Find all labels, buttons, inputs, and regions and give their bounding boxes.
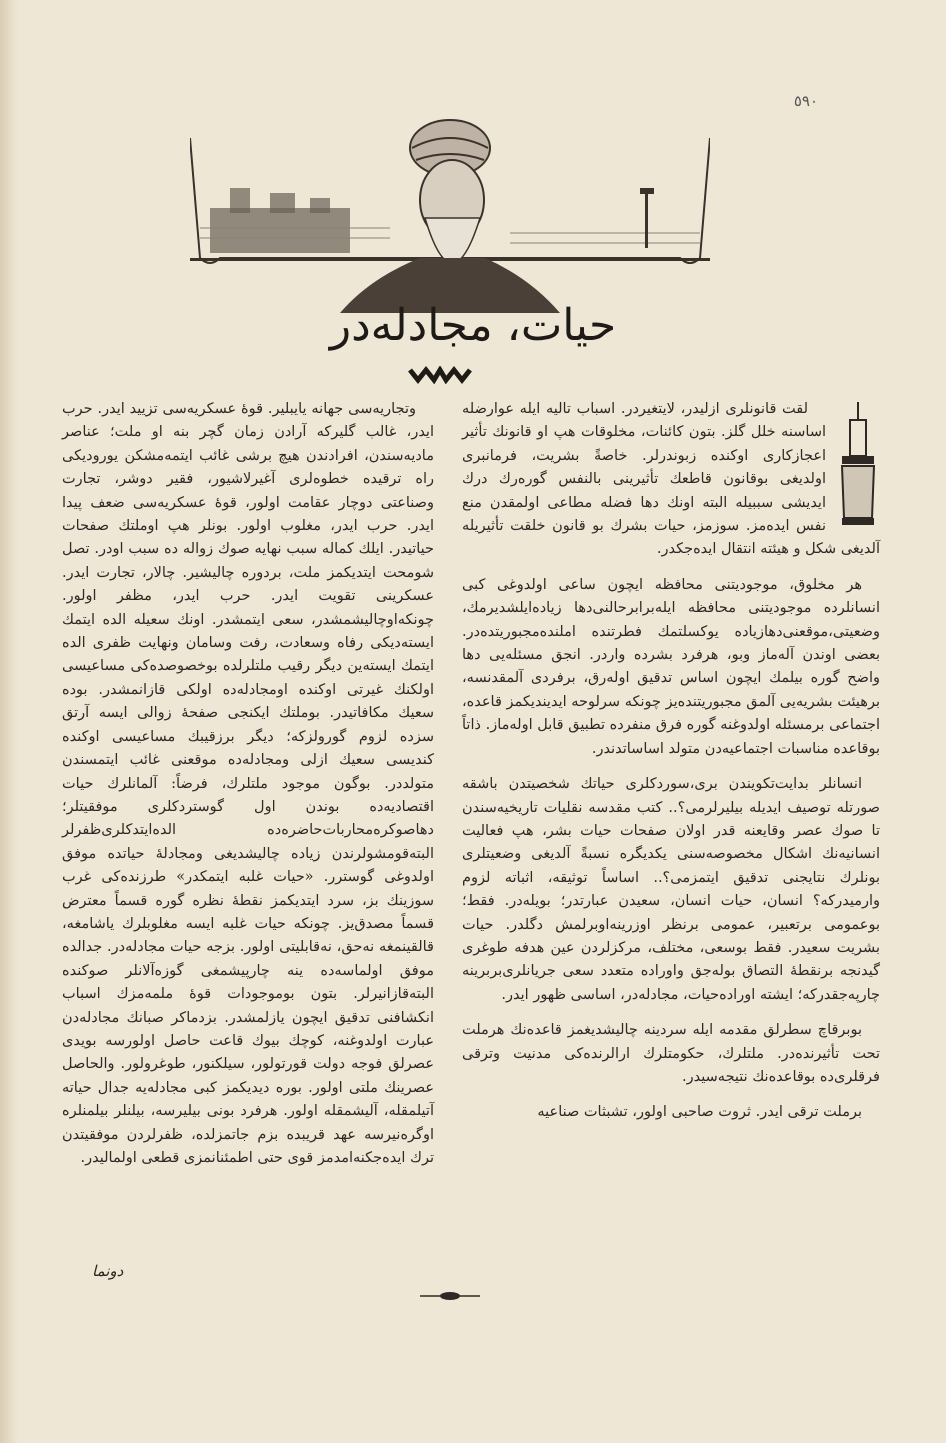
- right-column: [462, 398, 880, 1137]
- paragraph: انسانلر بدايت‌تكويندن بری،سوردكلری حياتك شخصيتدن باشقه صورتله توصيف ايديله بيليرلرمی؟.. كتب مقدسه نقليات تاريخيه‌سندن تا صوك عصر وقايعنه قدر اولان صفحات حيات بشر، هپ فعاليت انسانيه‌نك اشكال مخصوصه‌سنی يكديگره نسبةً آلديغی وضعيتلری بونلرك نتايجنی تدقيق ايتمزمی؟.. اساساً توثيقه، اثباته لزوم وارميدركه؟ انسان، حيات انسان، سعيدن عبارتدر؛ بويله‌در. فقط؛ بوعمومی برتعبير، عمومی برنظر اوزرينه‌اوبرلمش دگلدر. حيات بشريت سعيدر. فقط بوسعی، مختلف، مركزلردن عين هدفه طوغری گيدنجه برنقطهٔ التصاق بوله‌جق واوراده متعدد سعی جريانلری‌بربرينه چارپه‌جقدركه؛ ايشته اوراده‌حيات، مجادله‌در، اساسی ظهور ايدر.: [462, 776, 880, 1003]
- paragraph: لقت قانونلری ازلیدر، لایتغیردر. اسباب تاليه ايله عوارضله اساسنه خلل گلز. بتون كائنات، مخلوقات هپ او قانونك تأثير اعجازكاری اوكنده زبوندرلر. خاصةً بشريت، فرمانبری اولديغی بوقانون قاطعك تأثيرينی بالنفس گوره‌رك درك ايديشی سببيله البته اونك دها فضله مطاعی اولمقدن منع نفس ايده‌مز. سوزمز، حيات بشرك بو قانون خلقت تأثيريله آلديغی شكل و هيئته انتقال ايده‌جكدر.: [462, 401, 880, 558]
- portrait-illustration: [190, 108, 710, 313]
- page-edge: [0, 0, 18, 1443]
- page-number: ٥٩٠: [793, 92, 818, 110]
- left-column: [62, 398, 434, 1182]
- title-ornament-icon: [408, 366, 472, 384]
- article-title: حيات، مجادله‌در: [329, 300, 617, 351]
- paragraph: برملت ترقی ايدر. ثروت صاحبی اولور، تشبثات صناعيه: [537, 1104, 862, 1121]
- footer-ornament-icon: [420, 1290, 480, 1302]
- paragraph: بوبرقاچ سطرلق مقدمه ايله سردينه چاليشديغمز قاعده‌نك هرملت تحت تأثيرنده‌در. ملتلرك، حكومتلرك ارالرنده‌كی مدنيت وترقی فرقلری‌ده بوقاعده‌نك نتيجه‌سيدر.: [462, 1022, 880, 1085]
- author-signature: دونما: [92, 1262, 124, 1280]
- paragraph: هر مخلوق، موجوديتنی محافظه ايچون ساعی اولدوغی كبی انسانلرده موجوديتنی محافظه ايله‌برابرحالنی‌دها زياده‌ايلشديرمك، وضعيتی،موقعنی‌دهازياده يوكسلتمك فطرتنده املنده‌مجبوريتده‌در. بعضی اوندن آله‌ماز وبو، هرفرد بشرده واردر. انجق مسئله‌يی دها واضح گوره بيلمك ايچون اساس تدقيق اوله‌رق، برفردی آلمقدنسه، برهيئت بشريه‌يی آلمق مجبوريتنده‌يز چونكه سرلوحه ايدينديكمز قاعده، اجتماعی برمسئله اولدوغنه گوره فرق منفرده تطبيق قابل اوله‌ماز. ذاتاً بوقاعده مناسبات اجتماعيه‌دن متولد اساساتدندر.: [462, 576, 880, 757]
- paragraph: وتجاريه‌سی جهانه يايبلير. قوهٔ عسكريه‌سی تزييد ايدر. حرب ايدر، غالب گليركه آرادن زمان گچر بنه او ملت؛ عناصر ماديه‌سندن، افرادندن هيچ برشی غائب ايتمه‌مشكن يوروديكی راه ترقيده خطوه‌لری آغيرلاشيور، فقير دوشر، تجارت وصناعتی دوچار عقامت اولور، قوهٔ عسكريه‌سی ضعف پيدا ايدر. حرب ايدر، مغلوب اولور. بونلر هپ اوملتك صفحات حياتيدر. ايلك كماله سبب نهايه صوك زواله ده سبب اودر. تصل شومحت ايتديكمز ملت، بردوره چاليشير. چالار، تجارت ايدر. عسكرينی تقويت ايدر. حرب ايدر، مظفر اولور. چونكه‌اوچاليشمشدر، سعی ايتمشدر. اونك سعيله الده ايتمك ايسته‌ديكی رفاه وسعادت، رفت وسامان ونهايت ظفری الده ايتمك ايسته‌ين ديگر رقيب ملتلرلده بوخصوصده‌كی مساعيسی اولكنك غيرتی اوكنده اومجادله‌ده اولكی قازانمشدر. بوده سعيك مكافاتيدر. بوملتك ايكنجی صفحهٔ زوالی ايسه آرتق سزده لزوم گورولزكه؛ ديگر برزقيبك مساعيسی اوكنده كنديسی سعيك ازلی ومجادله‌ده موقعنی غائب ايتمسندن متولددر. بوگون موجود ملتلرك، فرضاً: آلمانلرك حيات اقتصاديه‌ده بوندن اول گوستردكلری موفقيتلر؛ دهاصوكره‌محاربات‌حاضره‌ده الده‌ايتدكلری‌ظفرلر البته‌قومشولرندن زياده چاليشديغی ومجادلهٔ حياتده موفق اولدوغی گوسترر. «حيات غلبه ايتمكدر» طرزنده‌كی غرب سوزينك بز، سرد ايتديكمز نقطهٔ نظره گوره قسماً معترض قسماً مصدق‌يز. چونكه حيات غلبه ايسه مغلوبلرك ياشامغه، قالقينمغه نه‌حق، نه‌قابليتی اولور. بزجه حيات مجادله‌در. جدالده موفق اولماسه‌ده ينه چارپيشمغی گوزه‌آلانلر صوكنده البته‌قازانيرلر. بتون بوموجودات قوهٔ ملمه‌مزك اسباب انكشافنی تدقيق ايچون يازلمشدر. بزدماكر صبانك مجادله‌دن عبارت اولدوغنه، كوچك بيوك قاعت حاصل اولورسه بويدی عصرلق فوجه دولت قورتولور، سيلكنور، طوغرولور. والحاصل عصرينك ملتی اولور. بوره ديديكمز كبی مجادله‌يه جدال حياته آتيلمقله، آليشمقله اولور. هرفرد بونی بيليرسه، بيلنلر بيلمنلره اوگره‌نيرسه عهد قريبده بزم جاتمزلده، ظفرلردن موفقيتدن ترك ايده‌جكنه‌امدمز قوی حتی اطمئنانمزی قطعی اولماليدر.: [62, 401, 434, 1166]
- lantern-icon: [836, 400, 880, 528]
